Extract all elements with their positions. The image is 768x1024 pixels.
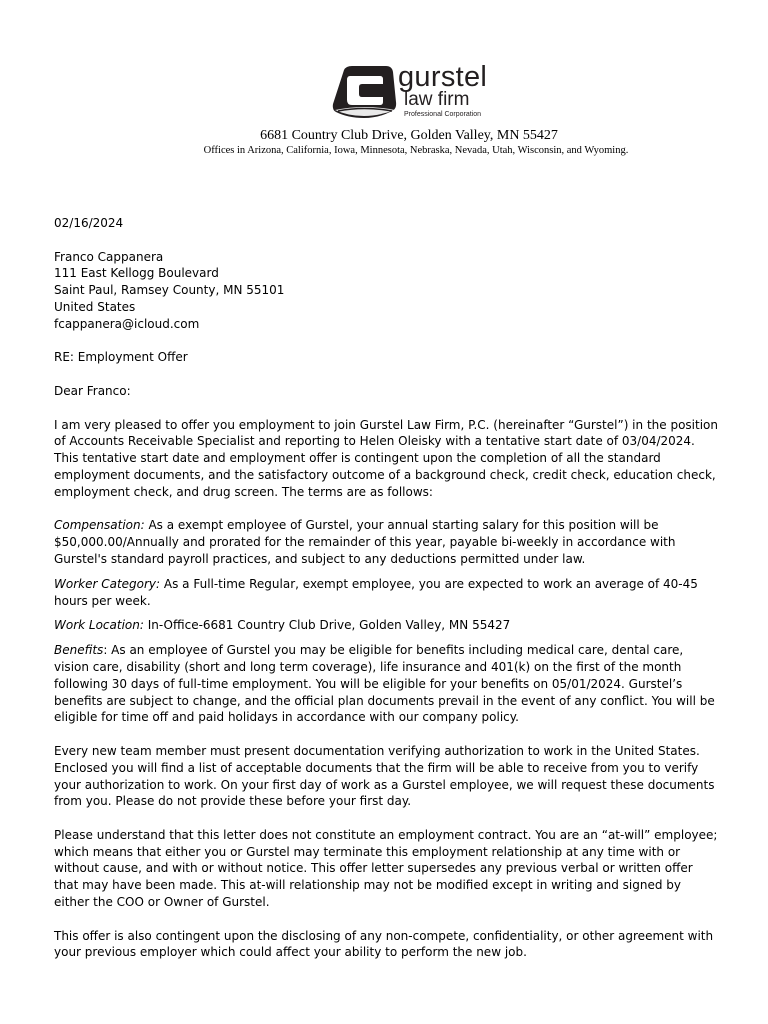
brand-pc: Professional Corporation [404, 111, 482, 118]
compensation-text: As a exempt employee of Gurstel, your annual starting salary for this position will be $50,000.00/Annually and prorated for the remainder of this year, payable bi-weekly in accordance with Gurstel's standard payroll practices, and subject to any deductions permitted under law. [54, 518, 676, 566]
worker-category-label: Worker Category: [54, 576, 161, 591]
recipient-street: 111 East Kellogg Boulevard [54, 266, 219, 281]
benefits-text: : As an employee of Gurstel you may be eligible for benefits including medical care, dental care, vision care, disability (short and long term coverage), life insurance and 401(k) on the first of the month following 30 days of full-time employment. You will be eligible for your benefits on 05/01/2024. Gurstel’s benefits are subject to change, and the official plan documents prevail in the event of any conflict. You will be eligible for time off and paid holidays in accordance with our company policy. [54, 643, 715, 725]
brand-name: gurstel [398, 61, 488, 93]
firm-offices: Offices in Arizona, California, Iowa, Minnesota, Nebraska, Nevada, Utah, Wisconsin, and Wyoming. [203, 145, 629, 156]
contingency-paragraph: This offer is also contingent upon the disclosing of any non-compete, confidentiality, or other agreement with your previous employer which could affect your ability to perform the new job. [54, 928, 714, 960]
documentation-paragraph: Every new team member must present documentation verifying authorization to work in the United States. Enclosed you will find a list of acceptable documents that the firm will be able to receive from you to verify your authorization to work. On your first day of work as a Gurstel employee, we will request these documents from you. Please do not provide these before your first day. [54, 743, 715, 809]
compensation-label: Compensation: [54, 518, 145, 533]
recipient-country: United States [54, 299, 136, 314]
letter-date: 02/16/2024 [54, 216, 124, 230]
work-location-label: Work Location: [54, 618, 144, 633]
brand-subtitle: law firm [404, 89, 470, 110]
recipient-email: fcappanera@icloud.com [54, 316, 200, 331]
re-line: RE: Employment Offer [54, 350, 188, 365]
worker-category-text: As a Full-time Regular, exempt employee, you are expected to work an average of 40-45 hours per week. [54, 576, 698, 608]
work-location-text: In-Office-6681 Country Club Drive, Golden Valley, MN 55427 [143, 618, 511, 633]
worker-category-paragraph [54, 576, 718, 610]
letter-body [54, 215, 718, 961]
recipient-city: Saint Paul, Ramsey County, MN 55101 [54, 283, 285, 298]
firm-address: 6681 Country Club Drive, Golden Valley, MN 55427 [260, 128, 558, 143]
compensation-paragraph [54, 517, 718, 567]
work-location-paragraph [54, 617, 718, 634]
benefits-paragraph [54, 642, 718, 726]
letterhead [0, 60, 768, 160]
gurstel-logo-icon [330, 64, 400, 120]
recipient-name: Franco Cappanera [54, 249, 164, 264]
intro-paragraph: I am very pleased to offer you employment to join Gurstel Law Firm, P.C. (hereinafter “Gurstel”) in the position of Accounts Receivable Specialist and reporting to Helen Oleisky with a tentative start date of 03/04/2024. This tentative start date and employment offer is contingent upon the completion of all the standard employment documents, and the satisfactory outcome of a background check, credit check, education check, employment check, and drug screen. The terms are as follows: [54, 417, 718, 499]
salutation: Dear Franco: [54, 383, 131, 398]
benefits-label: Benefits [54, 643, 104, 658]
at-will-paragraph: Please understand that this letter does not constitute an employment contract. You are an “at-will” employee; which means that either you or Gurstel may terminate this employment relationship at any time with or without cause, and with or without notice. This offer letter supersedes any previous verbal or written offer that may have been made. This at-will relationship may not be modified except in writing and signed by either the COO or Owner of Gurstel. [54, 827, 718, 910]
